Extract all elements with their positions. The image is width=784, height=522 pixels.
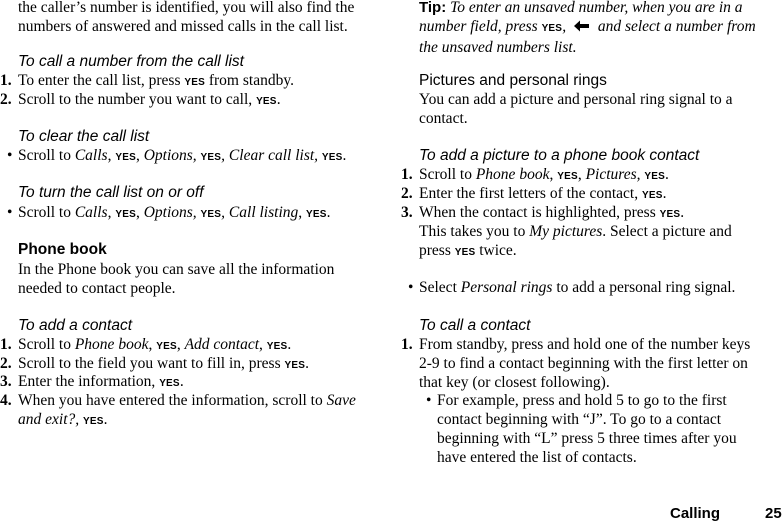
footer-section-title: Calling	[670, 505, 721, 522]
step-text: Scroll to the field you want to fill in, press	[18, 355, 281, 372]
tip-box: Tip: To enter an unsaved number, when you are in a number field, press YES, and select a number from the unsaved numbers list.	[419, 0, 781, 57]
step-number: 2.	[0, 91, 12, 108]
step-text: . Select a picture and	[602, 223, 732, 240]
menu-add-contact: Add contact	[184, 336, 260, 353]
footer-page-number: 25	[765, 505, 782, 522]
call-list-onoff-item: • Scroll to Calls, YES, Options, YES, Call listing, YES.	[7, 204, 331, 221]
add-contact-heading: To add a contact	[18, 317, 133, 334]
add-picture-step: 2. Enter the first letters of the contact, YES.	[401, 185, 667, 202]
yes-key: YES	[321, 152, 343, 163]
menu-call-listing: Call listing	[228, 204, 299, 221]
call-list-onoff-heading: To turn the call list on or off	[18, 184, 204, 201]
item-text: Scroll to	[18, 204, 71, 221]
yes-key: YES	[200, 209, 222, 220]
step-text: When you have entered the information, scroll to	[18, 392, 323, 409]
bullet: •	[7, 147, 13, 164]
yes-key: YES	[115, 209, 136, 220]
call-list-heading: To call a number from the call list	[18, 53, 244, 70]
menu-and-exit: and exit?,	[18, 411, 80, 428]
step-number: 2.	[0, 355, 12, 372]
tip-text: the unsaved numbers list.	[419, 39, 577, 56]
step-number: 1.	[401, 336, 413, 353]
add-picture-step-continued	[419, 222, 781, 241]
step-text: Scroll to	[419, 166, 472, 183]
step-text: twice.	[479, 242, 517, 259]
pictures-rings-paragraph	[419, 90, 733, 128]
step-text: Scroll to the number you want to call,	[18, 91, 253, 108]
call-contact-heading: To call a contact	[419, 317, 531, 334]
step-text: This takes you to	[419, 223, 526, 240]
yes-key: YES	[454, 247, 476, 258]
pictures-rings-heading: Pictures and personal rings	[419, 72, 607, 89]
step-number: 3.	[0, 373, 12, 390]
yes-key: YES	[644, 171, 666, 182]
step-text: .	[276, 91, 281, 108]
menu-phone-book: Phone book	[74, 336, 149, 353]
paragraph-line: In the Phone book you can save all the information	[18, 261, 335, 278]
call-contact-example	[419, 391, 781, 467]
example-line: have entered the list of contacts.	[437, 449, 637, 466]
yes-key: YES	[659, 209, 681, 220]
example-line: beginning with “L” press 5 three times after you	[437, 430, 737, 447]
paragraph-line: contact.	[419, 110, 468, 127]
menu-save: Save	[326, 392, 356, 409]
example-line: For example, press and hold 5 to go to the first	[437, 392, 727, 409]
menu-my-pictures: My pictures	[529, 223, 603, 240]
step-number: 1.	[0, 72, 12, 89]
tip-text: To enter an unsaved number, when you are in a	[450, 0, 743, 16]
add-contact-step: 2. Scroll to the field you want to fill in, press YES.	[0, 355, 309, 372]
call-list-step	[0, 90, 385, 111]
add-contact-step: 3. Enter the information, YES.	[0, 373, 184, 390]
yes-key: YES	[83, 416, 104, 427]
step-text: Enter the information,	[18, 373, 156, 390]
call-contact-step	[401, 335, 781, 392]
clear-call-list-heading: To clear the call list	[18, 128, 150, 145]
add-contact-step: 1. Scroll to Phone book, YES, Add contact, YES.	[0, 336, 292, 353]
bullet: •	[426, 392, 432, 409]
yes-key: YES	[266, 341, 288, 352]
yes-key: YES	[641, 190, 663, 201]
step-number: 4.	[0, 392, 12, 409]
yes-key: YES	[115, 152, 136, 163]
yes-key: YES	[306, 209, 327, 220]
step-text: from standby.	[208, 72, 294, 89]
menu-personal-rings: Personal rings	[460, 279, 553, 296]
step-text: When the contact is highlighted, press	[419, 204, 656, 221]
step-number: 1.	[401, 166, 413, 183]
menu-phone-book: Phone book	[475, 166, 550, 183]
tip-text: number field, press	[419, 18, 538, 35]
paragraph-line: You can add a picture and personal ring signal to a	[419, 91, 733, 108]
menu-calls: Calls	[74, 204, 108, 221]
tip-label: Tip:	[419, 0, 447, 16]
phone-book-paragraph	[18, 260, 334, 298]
step-number: 2.	[401, 185, 413, 202]
item-text: Select	[419, 279, 457, 296]
yes-key: YES	[184, 77, 205, 88]
add-picture-step: 1. Scroll to Phone book, YES, Pictures, YES.	[401, 166, 669, 183]
yes-key: YES	[541, 23, 563, 34]
paragraph-line: needed to contact people.	[18, 280, 176, 297]
step-number: 3.	[401, 204, 413, 221]
step-text: press	[419, 242, 451, 259]
tip-text: and select a number from	[597, 18, 756, 35]
menu-calls: Calls	[74, 147, 108, 164]
step-line: that key (or closest following).	[419, 374, 610, 391]
menu-options: Options,	[143, 204, 197, 221]
add-picture-step-continued	[419, 241, 781, 262]
step-number: 1.	[0, 336, 12, 353]
yes-key: YES	[200, 152, 222, 163]
call-list-step	[0, 71, 385, 92]
item-text: to add a personal ring signal.	[556, 279, 736, 296]
yes-key: YES	[156, 341, 177, 352]
add-picture-step: 3. When the contact is highlighted, press YES.	[401, 204, 685, 221]
personal-rings-item	[401, 278, 781, 297]
menu-clear-call-list: Clear call list,	[228, 147, 319, 164]
step-text: Enter the first letters of the contact,	[419, 185, 639, 202]
add-contact-step	[0, 391, 385, 410]
bullet: •	[408, 279, 414, 296]
step-line: 2-9 to find a contact beginning with the first letter on	[419, 355, 748, 372]
item-text: Scroll to	[18, 147, 71, 164]
back-arrow-icon	[570, 17, 594, 36]
intro-line: numbers of answered and missed calls in the call list.	[18, 18, 348, 35]
add-picture-heading: To add a picture to a phone book contact	[419, 147, 700, 164]
yes-key: YES	[557, 171, 578, 182]
phone-book-heading: Phone book	[18, 241, 107, 258]
bullet: •	[7, 204, 13, 221]
add-contact-step-continued: and exit?, YES.	[18, 411, 108, 428]
intro-line: the caller’s number is identified, you will also find the	[18, 0, 355, 16]
yes-key: YES	[159, 378, 180, 389]
step-text: Scroll to	[18, 336, 71, 353]
step-text: To enter the call list, press	[18, 72, 181, 89]
menu-options: Options,	[143, 147, 197, 164]
clear-call-list-item: • Scroll to Calls, YES, Options, YES, Clear call list, YES.	[7, 147, 347, 164]
intro-paragraph	[18, 0, 354, 36]
yes-key: YES	[284, 360, 306, 371]
step-line: From standby, press and hold one of the number keys	[419, 336, 751, 353]
example-line: contact beginning with “J”. To go to a contact	[437, 411, 722, 428]
yes-key: YES	[256, 96, 277, 107]
menu-pictures: Pictures,	[585, 166, 641, 183]
